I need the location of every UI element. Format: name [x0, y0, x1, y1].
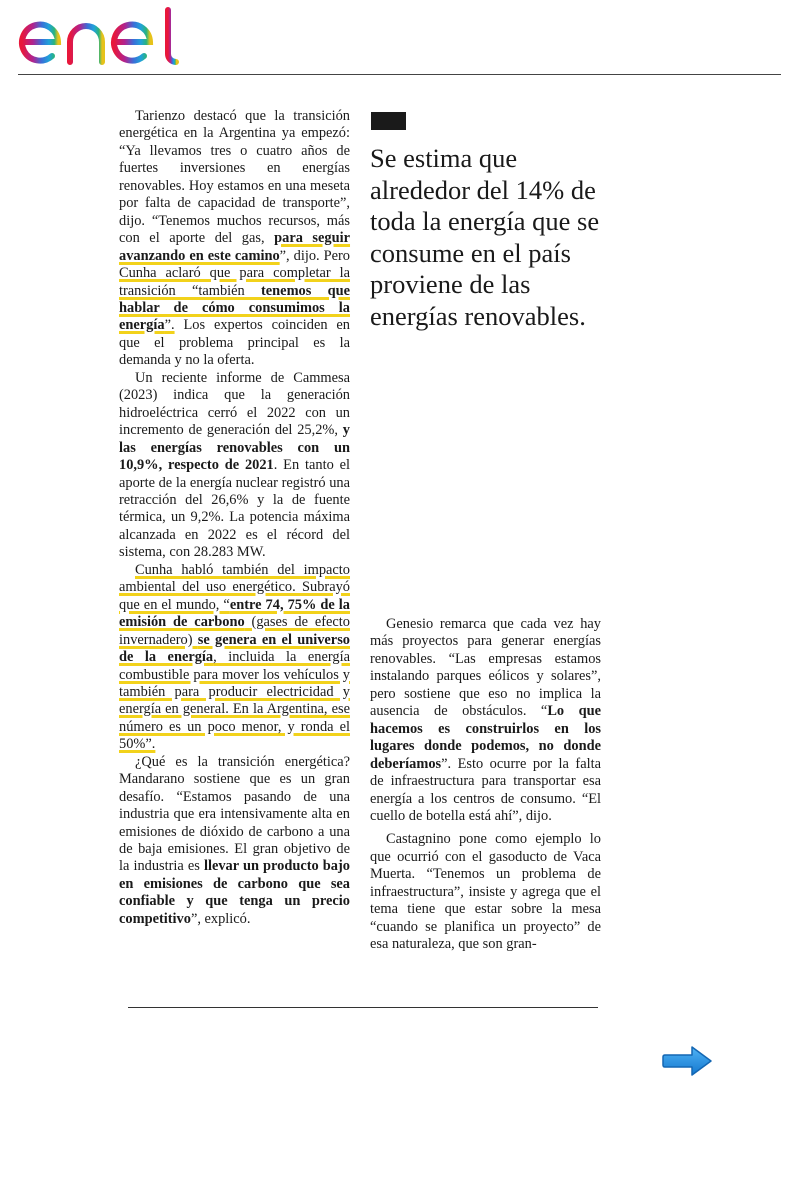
- paragraph-1: Tarienzo destacó que la transición energética en la Argentina ya empezó: “Ya llevamos tres o cuatro años de fuertes inversiones en energías renovables. Hoy estamos en una meseta por falta de capacidad de transporte”, dijo. “Tenemos muchos recursos, más con el aporte del gas, para seguir avanzando en este camino”, dijo. Pero Cunha aclaró que para completar la transición “también tenemos que hablar de cómo consumimos la energía”. Los expertos coinciden en que el problema principal es la demanda y no la oferta.: [119, 108, 351, 369]
- right-arrow-icon[interactable]: [662, 1044, 714, 1078]
- paragraph-3: Cunha habló también del impacto ambiental del uso energético. Subrayó que en el mundo, “entre 74, 75% de la emisión de carbono (gases de efecto invernadero) se genera en el universo de la energía, incluida la energía combustible para mover los vehículos y también para producir electricidad y energía en general. En la Argentina, ese número es un poco menor, y ronda el 50%”.: [119, 561, 350, 753]
- paragraph-4: ¿Qué es la transición energética? Mandarano sostiene que es un gran desafío. “Estamos pasando de una industria que era intensivamente alta en emisiones de dióxido de carbono a una de baja emisiones. El gran objetivo de la industria es llevar un producto bajo en emisiones de carbono que sea confiable y que tenga un precio competitivo”, explicó.: [119, 753, 350, 927]
- paragraph-5: Genesio remarca que cada vez hay más proyectos para generar energías renovables. “Las empresas estamos instalando parques eólicos y solares”, pero sostiene que eso no implica la ausencia de obstáculos. “Lo que hacemos es construirlos en los lugares donde podemos, no donde deberíamos”. Esto ocurre por la falta de infraestructura para transportar esa energía a los centros de consumo. “El cuello de botella está ahí”, dijo.: [370, 616, 601, 824]
- header-divider: [18, 74, 781, 75]
- paragraph-6: Castagnino pone como ejemplo lo que ocurrió con el gasoducto de Vaca Muerta. “Tenemos un problema de infraestructura”, insiste y agrega que el tema tiene que estar sobre la mesa “cuando se planifica un proyecto” de esa naturaleza, que son gran-: [370, 831, 601, 953]
- article-column-left: [119, 108, 350, 928]
- enel-logo: [16, 4, 182, 70]
- footer-divider: [128, 1007, 598, 1008]
- pull-quote-marker: [371, 112, 406, 130]
- article-column-right: [370, 616, 601, 954]
- paragraph-2: Un reciente informe de Cammesa (2023) indica que la generación hidroeléctrica cerró el 2022 con un incremento de generación del 25,2%, y las energías renovables con un 10,9%, respecto de 2021. En tanto el aporte de la energía nuclear registró una retracción del 26,6% y la de fuente térmica, un 9,2%. La potencia máxima alcanzada en 2022 es el récord del sistema, con 28.283 MW.: [119, 369, 350, 561]
- pull-quote: Se estima que alrededor del 14% de toda la energía que se consume en el país proviene de las energías renovables.: [370, 143, 600, 331]
